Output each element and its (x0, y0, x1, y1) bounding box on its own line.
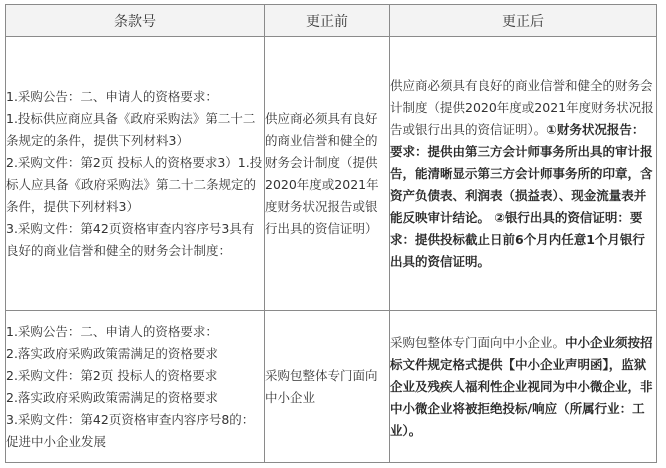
after-text: 供应商必须具有良好的商业信誉和健全的财务会计制度（提供2020年度或2021年度财务状况报告或银行出具的资信证明）。 (390, 77, 654, 137)
correction-table (5, 4, 657, 463)
clause-line: 1.采购公告：二、申请人的资格要求： (6, 323, 218, 339)
before-cell (265, 311, 390, 463)
clause-cell (6, 311, 265, 463)
clause-line: 3.采购文件：第42页资格审查内容序号3具有良好的商业信誉和健全的财务会计制度： (6, 220, 255, 258)
clause-line: 2.采购文件：第2页 投标人的资格要求 (6, 367, 218, 383)
after-bold-text: 中小企业须按招标文件规定格式提供【中小企业声明函】，监狱企业及残疾人福利性企业视同为中小微企业，非中小微企业将被拒绝投标/响应（所属行业：工业）。 (390, 334, 653, 438)
clause-line: 2.落实政府采购政策需满足的资格要求 (6, 389, 218, 405)
header-after: 更正后 (390, 5, 657, 37)
clause-line: 3.采购文件：第42页资格审查内容序号8的：促进中小企业发展 (6, 411, 255, 449)
header-before: 更正前 (265, 5, 390, 37)
table-row (6, 37, 657, 311)
clause-line: 1.采购公告：二、申请人的资格要求： (6, 88, 218, 104)
clause-cell (6, 37, 265, 311)
after-cell (390, 37, 657, 311)
before-text: 采购包整体专门面向中小企业 (265, 367, 378, 405)
after-bold-text: ①财务状况报告：要求：提供由第三方会计师事务所出具的审计报告，能清晰显示第三方会计师事务所的印章，含资产负债表、利润表（损益表）、现金流量表并能反映审计结论。 ②银行出具的资信证明：要求：提供投标截止日前6个月内任意1个月银行出具的资信证明。 (390, 121, 653, 269)
before-text: 供应商必须具有良好的商业信誉和健全的财务会计制度（提供2020年度或2021年度财务状况报告或银行出具的资信证明） (265, 110, 379, 236)
header-row (6, 5, 657, 37)
header-clause: 条款号 (6, 5, 265, 37)
clause-line: 2.落实政府采购政策需满足的资格要求 (6, 345, 218, 361)
clause-line: 1.投标供应商应具备《政府采购法》第二十二条规定的条件，提供下列材料3） (6, 110, 256, 148)
after-cell (390, 311, 657, 463)
clause-line: 2.采购文件：第2页 投标人的资格要求3）1.投标人应具备《政府采购法》第二十二条规定的条件，提供下列材料3） (6, 154, 263, 214)
before-cell (265, 37, 390, 311)
table-row (6, 311, 657, 463)
after-text: 采购包整体专门面向中小企业。 (390, 334, 566, 350)
